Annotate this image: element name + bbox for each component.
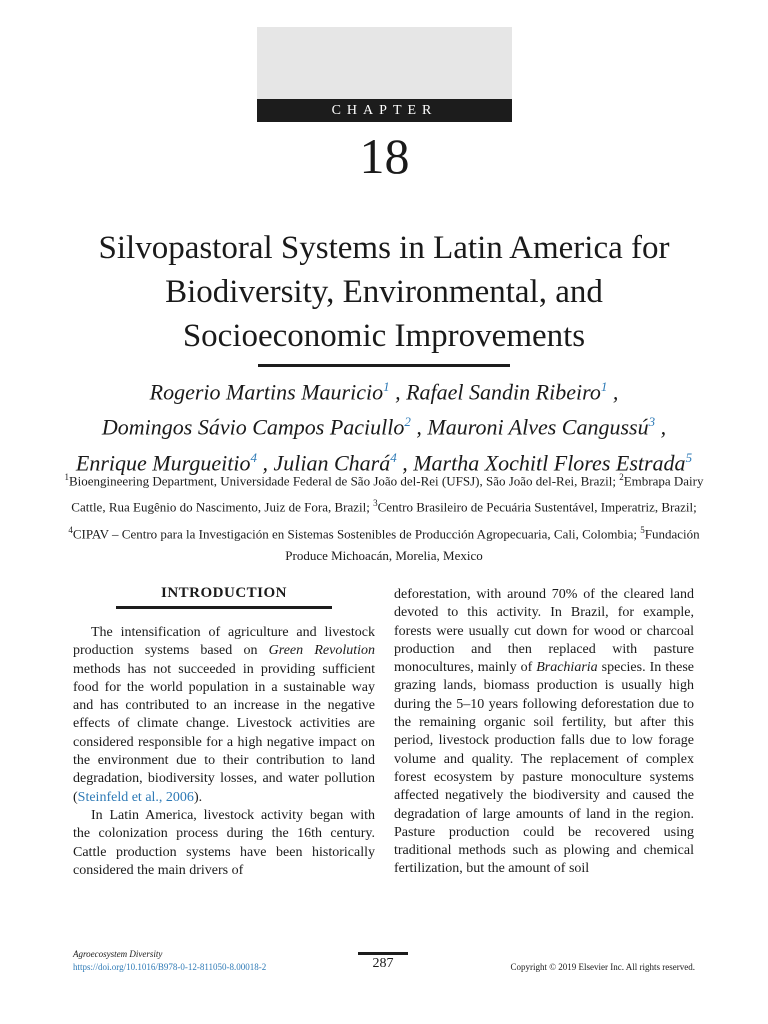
footer-copyright: Copyright © 2019 Elsevier Inc. All rights reserved. (510, 962, 695, 972)
author-name: Martha Xochitl Flores Estrada (413, 449, 686, 475)
section-rule (116, 606, 332, 609)
paragraph: deforestation, with around 70% of the cleared land devoted to this activity. In Brazil, for example, forests were usually cut down for wood or charcoal production and then replaced with pasture monocultures, mainly of Brachiaria species. In these grazing lands, biomass production is usually high during the 5–10 years following deforestation due to the remaining organic soil fertility, but after this period, livestock production falls due to low forage volume and quality. The replacement of complex forest ecosystem by pasture monoculture systems affected negatively the biodiversity and caused the degradation of large amounts of land in the region. Pasture production could be recovered using traditional methods such as plowing and chemical fertilization, but the amount of soil (394, 587, 694, 877)
left-column (73, 624, 375, 880)
author-affil-link[interactable]: 2 (404, 414, 411, 430)
chapter-label: CHAPTER (257, 99, 512, 122)
author-affil-link[interactable]: 1 (383, 379, 390, 394)
author-name: Enrique Murgueitio (75, 449, 251, 475)
footer-journal: Agroecosystem Diversity (73, 949, 163, 959)
page-number: 287 (372, 956, 394, 971)
author-name: Mauroni Alves Cangussú (427, 414, 649, 440)
author-name: Rogerio Martins Mauricio (149, 379, 384, 405)
author-affil-link[interactable]: 4 (250, 449, 257, 465)
affiliation: Centro Brasileiro de Pecuária Sustentável, Imperatriz, Brazil; (377, 499, 697, 515)
right-column (394, 586, 694, 879)
author-affil-link[interactable]: 3 (648, 414, 656, 430)
footer-doi-link[interactable]: https://doi.org/10.1016/B978-0-12-811050-8.00018-2 (73, 962, 267, 972)
affiliation: CIPAV – Centro para la Investigación en Sistemas Sostenibles de Producción Agropecuaria, Cali, Colombia; (72, 525, 637, 541)
chapter-header-block (257, 27, 512, 99)
paragraph: The intensification of agriculture and livestock production systems based on Green Revolution methods has not succeeded in providing sufficient food for the world population in a sustainable way and has contributed to an increase in the negative effects of climate change. Livestock activities are considered responsible for a high negative impact on the environment due to their contribution to land degradation, biodiversity losses, and water pollution (Steinfeld et al., 2006). (73, 625, 375, 805)
chapter-number: 18 (359, 128, 410, 184)
author-name: Rafael Sandin Ribeiro (406, 379, 601, 405)
affiliation: Embrapa Dairy Cattle, Rua Eugênio do Nascimento, Juiz de Fora, Brazil; (71, 473, 704, 515)
affiliation: Fundación Produce Michoacán, Morelia, Mexico (285, 525, 700, 563)
author-affil-link[interactable]: 4 (390, 449, 397, 465)
chapter-title: Silvopastoral Systems in Latin America for Biodiversity, Environmental, and Socioeconomic Improvements (98, 230, 670, 354)
paragraph: In Latin America, livestock activity began with the colonization process during the 16th century. Cattle production systems have been historically considered the main drivers of (73, 807, 375, 878)
author-affil-link[interactable]: 1 (600, 379, 608, 394)
title-rule (258, 364, 510, 367)
author-affil-link[interactable]: 5 (685, 449, 693, 465)
author-name: Julian Chará (273, 449, 391, 475)
section-heading: INTRODUCTION (160, 585, 287, 601)
author-list: Rogerio Martins Mauricio$^1$ , Rafael Sandin Ribeiro$^1$ , Domingos Sávio Campos Paciullo$^2$ , Mauroni Alves Cangussú$^3$ , Enrique Murgueitio$^4$ , Julian Chará$^4$ , Martha Xochitl Flores Estrada$^5$ (75, 379, 693, 475)
footer-rule (358, 952, 408, 955)
author-name: Domingos Sávio Campos Paciullo (101, 414, 405, 440)
affiliation: Bioengineering Department, Universidade Federal de São João del-Rei (UFSJ), São João del-Rei, Brazil; (69, 473, 616, 489)
affiliations: $^1$Bioengineering Department, Universidade Federal de São João del-Rei (UFSJ), São João del-Rei, Brazil; $^2$Embrapa Dairy Cattle, Rua Eugênio do Nascimento, Juiz de Fora, Brazil; $^3$Centro Brasileiro de Pecuária Sustentável, Imperatriz, Brazil; $^4$CIPAV – Centro para la Investigación en Sistemas Sostenibles de Producción Agropecuaria, Cali, Colombia; $^5$Fundación Produce Michoacán, Morelia, Mexico (64, 472, 704, 563)
citation-link[interactable]: Steinfeld et al., 2006 (77, 789, 194, 805)
